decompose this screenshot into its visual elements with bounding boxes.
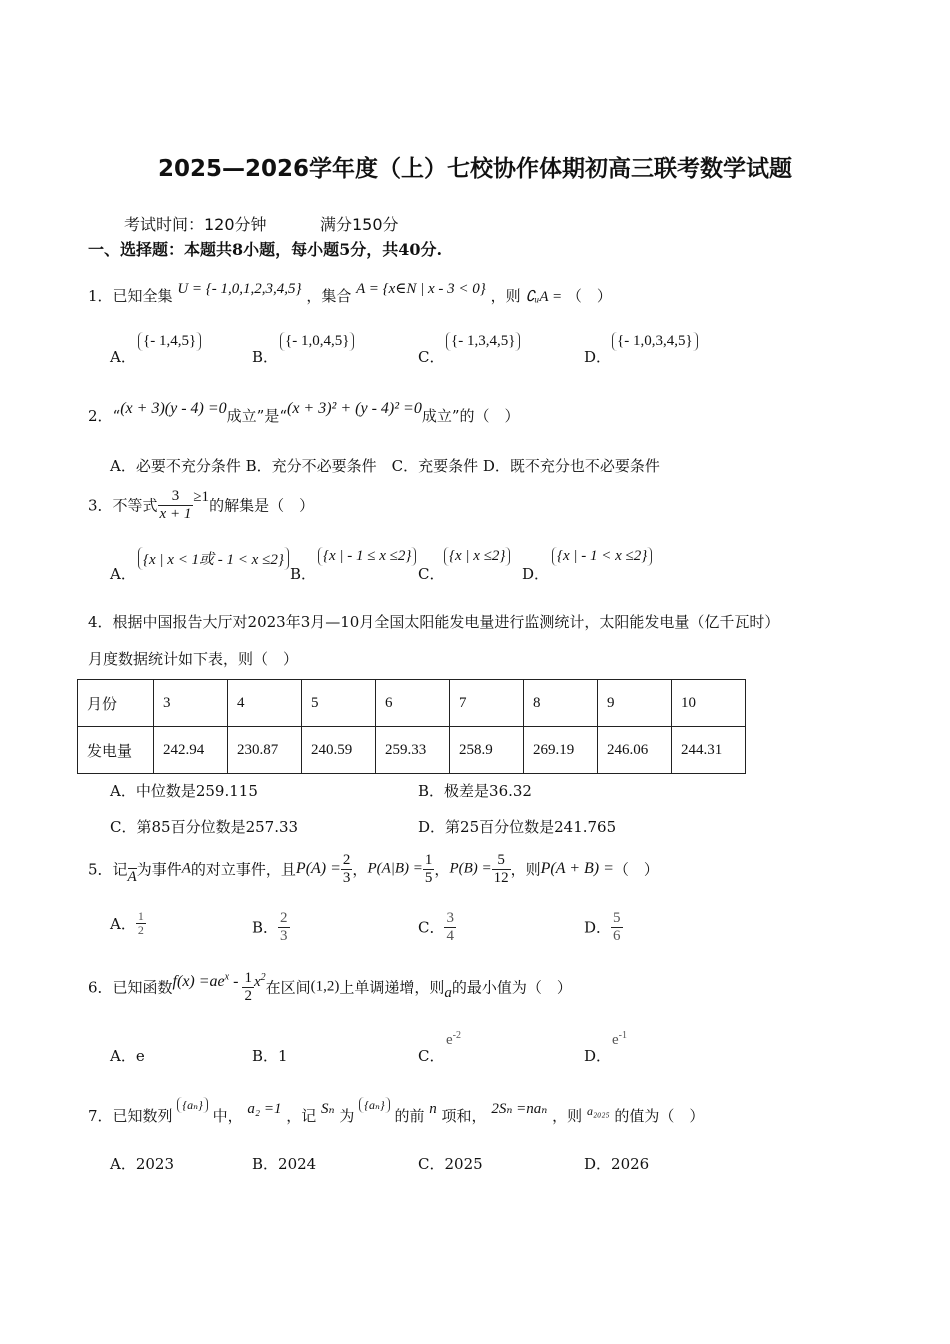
table-cell: 258.9 — [450, 727, 524, 774]
q7-option-b: B．2024 — [252, 1155, 317, 1173]
q4-option-d: D．第25百分位数是241.765 — [418, 818, 617, 836]
table-cell: 7 — [450, 680, 524, 727]
q5-option-b: B． $\frac{2}{3}$ — [252, 910, 288, 944]
table-cell: 242.94 — [154, 727, 228, 774]
q6-option-d-value: $e^{-1}$ — [612, 1030, 628, 1048]
question-4-line-2: 月度数据统计如下表，则（ ） — [88, 650, 299, 668]
question-1: 1．已知全集 U = {- 1,0,1,2,3,4,5} ，集合 A = {x∈N | x - 3 < 0} ，则 ∁ᵤA = （ ） — [88, 281, 612, 305]
q6-option-c: C． — [418, 1047, 445, 1065]
q3-option-c-value: {x | x ≤2} — [444, 547, 510, 566]
q1-option-d: D． — [584, 348, 612, 366]
table-cell: 9 — [598, 680, 672, 727]
table-cell: 8 — [524, 680, 598, 727]
page-title: 2025—2026学年度（上）七校协作体期初高三联考数学试题 — [157, 156, 793, 182]
table-cell: 240.59 — [302, 727, 376, 774]
table-cell: 259.33 — [376, 727, 450, 774]
q7-option-c: C．2025 — [418, 1155, 483, 1173]
q5-option-a: A． $\frac{1}{2}$ — [110, 909, 144, 938]
q1-option-d-value: {- 1,0,3,4,5} — [612, 332, 698, 351]
complement-expr: ∁ᵤA = — [525, 289, 563, 305]
question-6: 6．已知函数$f(x) =ae^x$ - $\frac{1}{2}$ $x^2$在区间(1,2)上单调递增，则a的最小值为（ ） — [88, 970, 572, 1004]
q4-option-a: A．中位数是259.115 — [110, 782, 258, 800]
q6-option-a: A．e — [110, 1047, 145, 1065]
q3-option-d-value: {x | - 1 < x ≤2} — [552, 547, 652, 566]
question-5: 5．记A为事件A的对立事件，且P(A) = $\frac{2}{3}$ ，P(A|B) = $\frac{1}{5}$ ，P(B) = $\frac{5}{12}$ ，则P(A + B) =（ ） — [88, 852, 659, 886]
table-cell: 6 — [376, 680, 450, 727]
function-f: $f(x) =ae^x$ - — [172, 971, 243, 990]
q5-option-c: C． $\frac{3}{4}$ — [418, 910, 454, 944]
q7-option-a: A．2023 — [110, 1155, 175, 1173]
set-a: A = {x∈N | x - 3 < 0} — [356, 281, 486, 297]
q3-option-c: C． — [418, 565, 445, 583]
q5-option-d: D． $\frac{5}{6}$ — [584, 910, 621, 944]
table-row — [78, 680, 746, 727]
a-complement: A — [127, 869, 137, 885]
sequence-a-n: {aₙ} — [177, 1097, 207, 1113]
q4-option-c: C．第85百分位数是257.33 — [110, 818, 299, 836]
table-cell: 4 — [228, 680, 302, 727]
set-u: U = {- 1,0,1,2,3,4,5} — [177, 281, 302, 297]
question-7: 7．已知数列 $^{\{a_n\}}$ 中， a₂ =1 ，记 Sₙ 为 $^{\{a_n\}}$ 的前 n 项和， 2Sₙ =naₙ ，则 $^{a_{2025}}$ 的值为（ ） — [88, 1098, 705, 1125]
q4-option-b: B．极差是36.32 — [418, 782, 532, 800]
q1-option-c-value: {- 1,3,4,5} — [446, 332, 520, 351]
question-2: 2．“(x + 3)(y - 4) =0成立”是“(x + 3)² + (y - 4)² =0成立”的（ ） — [88, 400, 520, 425]
q6-option-c-value: $e^{-2}$ — [446, 1030, 462, 1048]
q6-option-b: B．1 — [252, 1047, 288, 1065]
q3-option-b: B． — [290, 565, 317, 583]
table-cell: 5 — [302, 680, 376, 727]
table-cell: 269.19 — [524, 727, 598, 774]
q3-option-a: A． — [110, 565, 136, 583]
q6-option-d: D． — [584, 1047, 612, 1065]
q1-option-b-value: {- 1,0,4,5} — [280, 332, 354, 351]
table-cell: 3 — [154, 680, 228, 727]
table-cell: 230.87 — [228, 727, 302, 774]
table-cell: 246.06 — [598, 727, 672, 774]
solar-data-table — [77, 679, 746, 774]
q1-option-c: C． — [418, 348, 445, 366]
equation-2: (x + 3)² + (y - 4)² =0 — [287, 400, 422, 417]
equation-1: (x + 3)(y - 4) =0 — [120, 400, 227, 417]
q3-option-b-value: {x | - 1 ≤ x ≤2} — [318, 547, 416, 566]
table-cell: 发电量 — [78, 727, 154, 774]
q2-options: A．必要不充分条件 B．充分不必要条件 C．充要条件 D．既不充分也不必要条件 — [110, 457, 660, 475]
exam-time: 考试时间：120分钟 — [124, 215, 267, 234]
fraction-3-over-x-plus-1: $\frac{3}{x + 1}$ — [159, 488, 192, 522]
table-row — [78, 727, 746, 774]
table-cell: 月份 — [78, 680, 154, 727]
table-cell: 10 — [672, 680, 746, 727]
section-heading: 一、选择题：本题共8小题，每小题5分，共40分. — [88, 240, 443, 259]
exam-score: 满分150分 — [320, 215, 399, 234]
question-3: 3．不等式 $\frac{3}{x + 1}$ ≥1的解集是（ ） — [88, 488, 315, 522]
q3-option-a-value: {x | x < 1或 - 1 < x ≤2} — [138, 547, 289, 570]
q3-option-d: D． — [522, 565, 550, 583]
q1-option-b: B． — [252, 348, 279, 366]
q1-option-a-value: {- 1,4,5} — [138, 332, 201, 351]
question-4-line-1: 4．根据中国报告大厅对2023年3月—10月全国太阳能发电量进行监测统计，太阳能发电量（亿千瓦时） — [88, 613, 780, 631]
q7-option-d: D．2026 — [584, 1155, 650, 1173]
q1-option-a: A． — [110, 348, 136, 366]
table-cell: 244.31 — [672, 727, 746, 774]
